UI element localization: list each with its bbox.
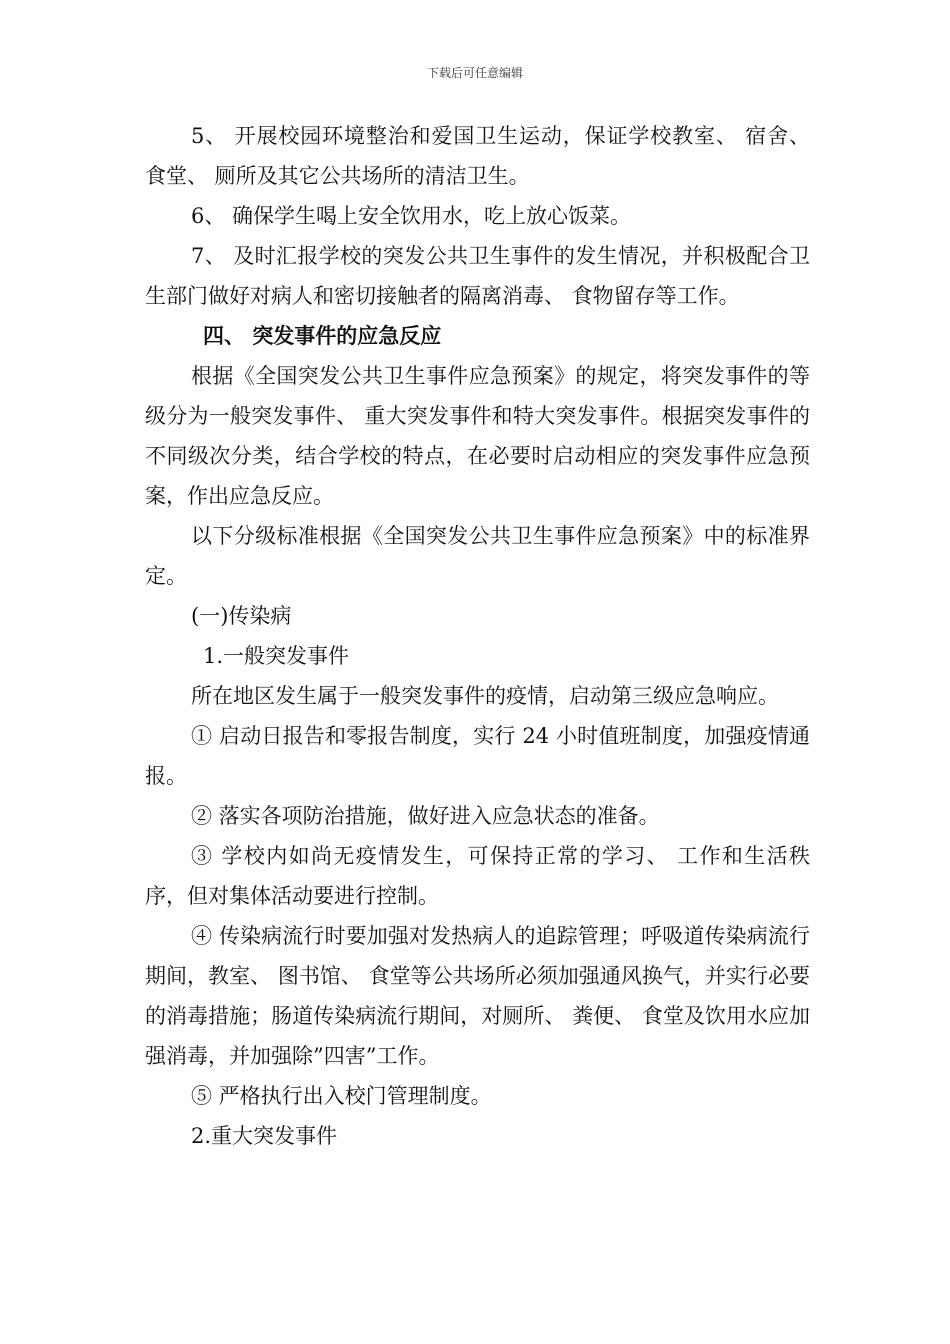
subheading-infectious-disease: (一)传染病	[191, 604, 292, 628]
list-item-1: ① 启动日报告和零报告制度，实行 24 小时值班制度，加强疫情通报。	[145, 724, 810, 788]
subheading-major-event: 2.重大突发事件	[191, 1124, 338, 1148]
page-header-note: 下载后可任意编辑	[426, 66, 523, 80]
paragraph-classification: 根据《全国突发公共卫生事件应急预案》的规定，将突发事件的等级分为一般突发事件、 重大突发事件和特大突发事件。根据突发事件的不同级次分类，结合学校的特点，在必要时启动相应的突发事件应急预案，作出应急反应。	[145, 364, 810, 508]
subheading-general-event: 1.一般突发事件	[203, 644, 350, 668]
list-item-3: ③ 学校内如尚无疫情发生，可保持正常的学习、 工作和生活秩序，但对集体活动要进行控制。	[145, 844, 810, 908]
section-heading-emergency-response: 四、 突发事件的应急反应	[203, 323, 442, 348]
paragraph-standard: 以下分级标准根据《全国突发公共卫生事件应急预案》中的标准界定。	[145, 524, 810, 588]
list-item-5: ⑤ 严格执行出入校门管理制度。	[191, 1084, 492, 1108]
list-item-2: ② 落实各项防治措施，做好进入应急状态的准备。	[191, 804, 660, 828]
document-body	[145, 116, 810, 1156]
paragraph-item-7: 7、 及时汇报学校的突发公共卫生事件的发生情况，并积极配合卫生部门做好对病人和密切接触者的隔离消毒、 食物留存等工作。	[145, 244, 810, 308]
paragraph-item-5: 5、 开展校园环境整治和爱国卫生运动，保证学校教室、 宿舍、 食堂、 厕所及其它公共场所的清洁卫生。	[145, 124, 810, 188]
paragraph-item-6: 6、 确保学生喝上安全饮用水，吃上放心饭菜。	[191, 204, 632, 228]
list-item-4: ④ 传染病流行时要加强对发热病人的追踪管理；呼吸道传染病流行期间，教室、 图书馆、 食堂等公共场所必须加强通风换气，并实行必要的消毒措施；肠道传染病流行期间，对厕所、 粪便、 食堂及饮用水应加强消毒，并加强除”四害”工作。	[145, 924, 810, 1068]
paragraph-level-three-response: 所在地区发生属于一般突发事件的疫情，启动第三级应急响应。	[191, 684, 779, 708]
